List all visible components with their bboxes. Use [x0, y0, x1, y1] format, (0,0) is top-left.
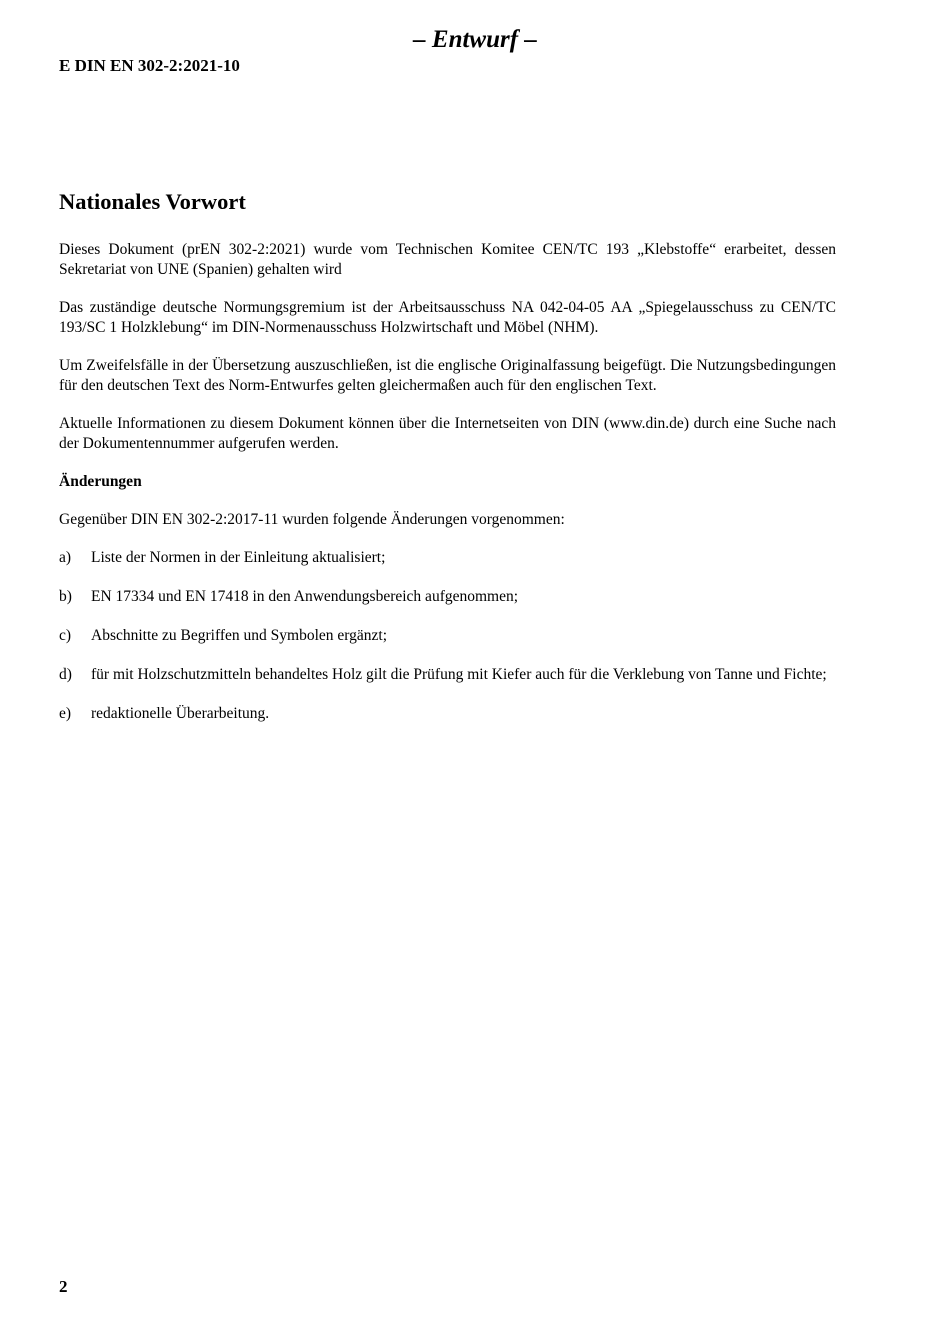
list-item-text: redaktionelle Überarbeitung. — [91, 705, 270, 722]
foreword-section — [59, 187, 836, 743]
paragraph-translation: Um Zweifelsfälle in der Übersetzung auszuschließen, ist die englische Originalfassung beigefügt. Die Nutzungsbedingungen für den deutschen Text des Norm-Entwurfes gelten gleichermaßen auch für den englischen Text. — [59, 357, 836, 394]
list-item — [59, 587, 836, 607]
section-title: Nationales Vorwort — [59, 189, 246, 214]
list-item — [59, 626, 836, 646]
list-item-label: b) — [59, 588, 72, 605]
paragraph-committee: Dieses Dokument (prEN 302-2:2021) wurde vom Technischen Komitee CEN/TC 193 „Klebstoffe“ erarbeitet, dessen Sekretariat von UNE (Spanien) gehalten wird — [59, 241, 836, 278]
changes-intro: Gegenüber DIN EN 302-2:2017-11 wurden folgende Änderungen vorgenommen: — [59, 511, 565, 528]
list-item-label: c) — [59, 627, 72, 644]
changes-list — [59, 548, 836, 724]
list-item-text: für mit Holzschutzmitteln behandeltes Holz gilt die Prüfung mit Kiefer auch für die Verklebung von Tanne und Fichte; — [91, 666, 827, 683]
list-item-label: d) — [59, 666, 72, 683]
document-id: E DIN EN 302-2:2021-10 — [59, 56, 240, 75]
paragraph-standards-body: Das zuständige deutsche Normungsgremium ist der Arbeitsausschuss NA 042-04-05 AA „Spiegelausschuss zu CEN/TC 193/SC 1 Holzklebung“ im DIN-Normenausschuss Holzwirtschaft und Möbel (NHM). — [59, 299, 836, 336]
list-item-text: Liste der Normen in der Einleitung aktualisiert; — [91, 549, 386, 566]
list-item-label: e) — [59, 705, 72, 722]
list-item-label: a) — [59, 549, 72, 566]
draft-banner: – Entwurf – — [413, 26, 537, 53]
list-item — [59, 548, 836, 568]
list-item-text: EN 17334 und EN 17418 in den Anwendungsbereich aufgenommen; — [91, 588, 519, 605]
list-item — [59, 704, 836, 724]
paragraph-information: Aktuelle Informationen zu diesem Dokument können über die Internetseiten von DIN (www.din.de) durch eine Suche nach der Dokumentennummer aufgerufen werden. — [59, 415, 836, 452]
page-number: 2 — [59, 1277, 68, 1296]
changes-heading: Änderungen — [59, 473, 142, 490]
list-item-text: Abschnitte zu Begriffen und Symbolen ergänzt; — [91, 627, 388, 644]
list-item — [59, 665, 836, 685]
